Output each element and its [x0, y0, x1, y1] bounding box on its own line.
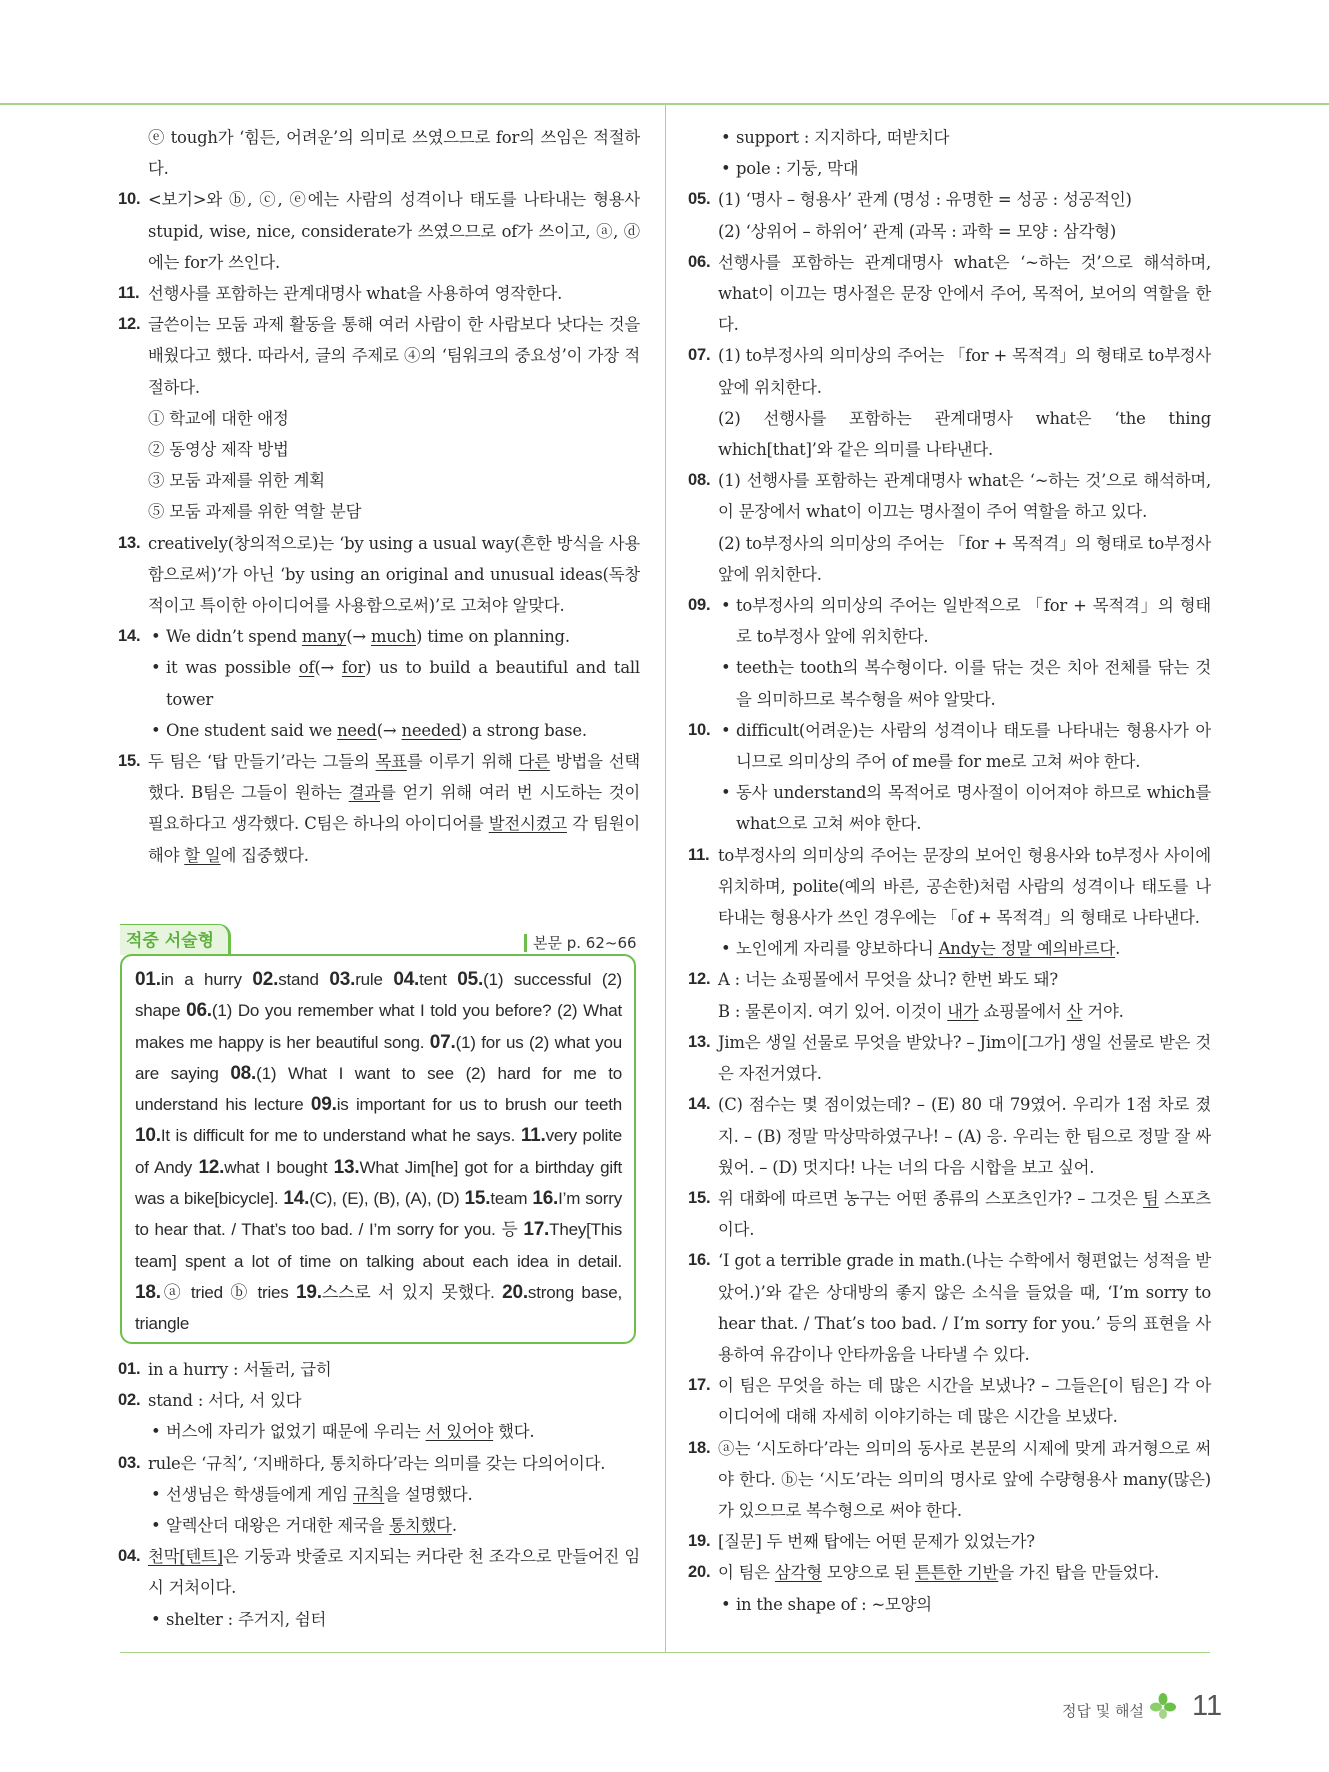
expl-02: 02. stand : 서다, 서 있다 [118, 1391, 302, 1411]
footer-label: 정답 및 해설 [1062, 1702, 1144, 1720]
expl-r12: 12. A : 너는 쇼핑몰에서 무엇을 샀니? 한번 봐도 돼? [688, 970, 1058, 990]
expl-04: 04. 천막[텐트]은 기둥과 밧줄로 지지되는 커다란 천 조각으로 만들어진 임시 거처이다. [118, 1547, 640, 1598]
expl-r11: 11. to부정사의 의미상의 주어는 문장의 보어인 형용사와 to부정사 사이에 위치하며, polite(예의 바른, 공손한)처럼 사람의 성격이나 태도를 나타내는 형용사가 쓰인 경우에는 「of + 목적격」의 형태로 나타낸다. [688, 845, 1211, 928]
expl-r08-2: (2) to부정사의 의미상의 주어는 「for + 목적격」의 형태로 to부정사 앞에 위치한다. [718, 533, 1211, 584]
left-column [118, 122, 640, 871]
option-1: ① 학교에 대한 애정 [148, 408, 289, 428]
expl-r15: 15. 위 대화에 따르면 농구는 어떤 종류의 스포츠인가? – 그것은 팀 스포츠이다. [688, 1188, 1211, 1240]
correction-1: • We didn’t spend many(→ much) time on planning. [118, 621, 640, 652]
bottom-rule [120, 1652, 1210, 1653]
vocab-support: • support : 지지하다, 떠받치다 [688, 122, 1211, 153]
answer-item-12: 12. 글쓴이는 모둠 과제 활동을 통해 여러 사람이 한 사람보다 낫다는 것을 배웠다고 했다. 따라서, 글의 주제로 ④의 ‘팀워크의 중요성’이 가장 적절하다. [118, 315, 640, 397]
answer-item-13: 13. creatively(창의적으로)는 ‘by using a usual way(흔한 방식을 사용함으로써)’가 아닌 ‘by using an original and unusual ideas(독창적이고 특이한 아이디어를 사용함으로써)’로 고쳐야 알맞다. [118, 533, 640, 616]
page-reference: 본문 p. 62~66 [524, 934, 637, 952]
expl-02-example: • 버스에 자리가 없었기 때문에 우리는 서 있어야 했다. [118, 1416, 640, 1447]
expl-r09-2: • teeth는 tooth의 복수형이다. 이를 닦는 것은 치아 전체를 닦는 것을 의미하므로 복수형을 써야 알맞다. [688, 652, 1211, 714]
expl-r09-1: • to부정사의 의미상의 주어는 일반적으로 「for + 목적격」의 형태로 to부정사 앞에 위치한다. [688, 590, 1211, 652]
expl-r06: 06. 선행사를 포함하는 관계대명사 what은 ‘~하는 것’으로 해석하며, what이 이끄는 명사절은 문장 안에서 주어, 목적어, 보어의 역할을 한다. [688, 252, 1211, 335]
expl-r10-1: • difficult(어려운)는 사람의 성격이나 태도를 나타내는 형용사가 아니므로 의미상의 주어 of me를 for me로 고쳐 써야 한다. [688, 715, 1211, 777]
correction-2: • it was possible of(→ for) us to build a beautiful and tall tower [118, 652, 640, 714]
expl-r20: 20. 이 팀은 삼각형 모양으로 된 튼튼한 기반을 가진 탑을 만들었다. [688, 1563, 1159, 1583]
leaf-icon [1150, 1692, 1176, 1722]
expl-r08: 08. (1) 선행사를 포함하는 관계대명사 what은 ‘~하는 것’으로 해석하며, 이 문장에서 what이 이끄는 명사절이 주어 역할을 하고 있다. [688, 471, 1211, 522]
expl-r19: 19. [질문] 두 번째 탑에는 어떤 문제가 있었는가? [688, 1532, 1035, 1552]
correction-3: • One student said we need(→ needed) a strong base. [118, 715, 640, 746]
expl-03-example-2: • 알렉산더 대왕은 거대한 제국을 통치했다. [118, 1510, 640, 1541]
option-5: ⑤ 모둠 과제를 위한 역할 분담 [148, 502, 362, 522]
answer-box: 01.in a hurry 02.stand 03.rule 04.tent 05.(1) successful (2) shape 06.(1) Do you remember what I told you before? (2) What makes me happy is her beautiful song. 07.(1) for us (2) what you are saying 08.(1) What I want to see (2) hard for me to understand his lecture 09.is important for us to brush our teeth 10.It is difficult for me to understand what he says. 11.very polite of Andy 12.what I bought 13.What Jim[he] got for a birthday gift was a bike[bicycle]. 14.(C), (E), (B), (A), (D) 15.team 16.I’m sorry to hear that. / That’s too bad. / I’m sorry for you. 등 17.They[This team] spent a lot of time on talking about each idea in detail. 18.ⓐ tried ⓑ tries 19.스스로 서 있지 못했다. 20.strong base, triangle [120, 954, 636, 1344]
expl-03: 03. rule은 ‘규칙’, ‘지배하다, 통치하다’라는 의미를 갖는 다의어이다. [118, 1453, 606, 1473]
expl-04-vocab: • shelter : 주거지, 쉼터 [118, 1604, 640, 1635]
option-2: ② 동영상 제작 방법 [148, 440, 289, 460]
expl-r14: 14. (C) 점수는 몇 점이었는데? – (E) 80 대 79였어. 우리가 1점 차로 졌지. – (B) 정말 막상막하였구나! – (A) 응. 우리는 한 팀으로 정말 잘 싸웠어. – (D) 멋지다! 나는 너의 다음 시합을 보고 싶어. [688, 1095, 1211, 1177]
expl-r10-2: • 동사 understand의 목적어로 명사절이 이어져야 하므로 which를 what으로 고쳐 써야 한다. [688, 777, 1211, 839]
expl-r07-2: (2) 선행사를 포함하는 관계대명사 what은 ‘the thing which[that]’와 같은 의미를 나타낸다. [718, 408, 1211, 460]
expl-r09: 09. • to부정사의 의미상의 주어는 일반적으로 「for + 목적격」의 형태로 to부정사 앞에 위치한다. • teeth는 tooth의 복수형이다. 이를 닦는 것은 치아 전체를 닦는 것을 의미하므로 복수형을 써야 알맞다. [688, 590, 1211, 715]
answer-item-11: 11. 선행사를 포함하는 관계대명사 what을 사용하여 영작한다. [118, 284, 563, 304]
expl-r10: 10. • difficult(어려운)는 사람의 성격이나 태도를 나타내는 형용사가 아니므로 의미상의 주어 of me를 for me로 고쳐 써야 한다. • 동사 understand의 목적어로 명사절이 이어져야 하므로 which를 what으로 고쳐 써야 한다. [688, 715, 1211, 840]
answer-item-10: 10. <보기>와 ⓑ, ⓒ, ⓔ에는 사람의 성격이나 태도를 나타내는 형용사 stupid, wise, nice, considerate가 쓰였으므로 of가 쓰이고, ⓐ, ⓓ에는 for가 쓰인다. [118, 190, 640, 272]
expl-01: 01. in a hurry : 서둘러, 급히 [118, 1360, 332, 1379]
expl-r13: 13. Jim은 생일 선물로 무엇을 받았나? – Jim이[그가] 생일 선물로 받은 것은 자전거였다. [688, 1032, 1211, 1084]
section-title: 적중 서술형 [126, 931, 215, 951]
answer-item-15: 15. 두 팀은 ‘탑 만들기’라는 그들의 목표를 이루기 위해 다른 방법을 선택했다. B팀은 그들이 원하는 결과를 얻기 위해 여러 번 시도하는 것이 필요하다고 생각했다. C팀은 하나의 아이디어를 발전시켰고 각 팀원이 해야 할 일에 집중했다. [118, 752, 641, 865]
expl-r20-vocab: • in the shape of : ~모양의 [688, 1589, 1211, 1620]
expl-03-example-1: • 선생님은 학생들에게 게임 규칙을 설명했다. [118, 1479, 640, 1510]
section-header [120, 924, 232, 954]
page-number: 11 [1192, 1690, 1223, 1722]
left-continued-line: ⓔ tough가 ‘힘든, 어려운’의 의미로 쓰였으므로 for의 쓰임은 적절하다. [148, 128, 640, 179]
expl-r16: 16. ‘I got a terrible grade in math.(나는 수학에서 형편없는 성적을 받았어.)’와 같은 상대방의 좋지 않은 소식을 들었을 때, ‘I’m sorry to hear that. / That’s too bad. / I’m sorry for you.’ 등의 표현을 사용하여 유감이나 안타까움을 나타낼 수 있다. [688, 1251, 1211, 1364]
vocab-pole: • pole : 기둥, 막대 [688, 153, 1211, 184]
expl-r12-b: B : 물론이지. 여기 있어. 이것이 내가 쇼핑몰에서 산 거야. [718, 1001, 1124, 1021]
option-3: ③ 모둠 과제를 위한 계획 [148, 471, 325, 491]
left-explanations [118, 1354, 640, 1635]
answer-item-14: 14. • We didn’t spend many(→ much) time on planning. • it was possible of(→ for) us to build a beautiful and tall tower • One student said we need(→ needed) a strong base. [118, 621, 640, 746]
right-column [688, 122, 1211, 1620]
expl-r05: 05. (1) ‘명사 – 형용사’ 관계 (명성 : 유명한 = 성공 : 성공적인) [688, 190, 1132, 210]
expl-r17: 17. 이 팀은 무엇을 하는 데 많은 시간을 보냈나? – 그들은[이 팀은] 각 아이디어에 대해 자세히 이야기하는 데 많은 시간을 보냈다. [688, 1376, 1211, 1427]
expl-r18: 18. ⓐ는 ‘시도하다’라는 의미의 동사로 본문의 시제에 맞게 과거형으로 써야 한다. ⓑ는 ‘시도’라는 의미의 명사로 앞에 수량형용사 many(많은)가 있으므로 복수형으로 써야 한다. [688, 1438, 1211, 1520]
expl-r07: 07. (1) to부정사의 의미상의 주어는 「for + 목적격」의 형태로 to부정사 앞에 위치한다. [688, 346, 1211, 397]
expl-r11-example: • 노인에게 자리를 양보하다니 Andy는 정말 예의바르다. [688, 933, 1211, 964]
column-divider [665, 104, 666, 1652]
expl-r05-2: (2) ‘상위어 – 하위어’ 관계 (과목 : 과학 = 모양 : 삼각형) [718, 221, 1117, 241]
